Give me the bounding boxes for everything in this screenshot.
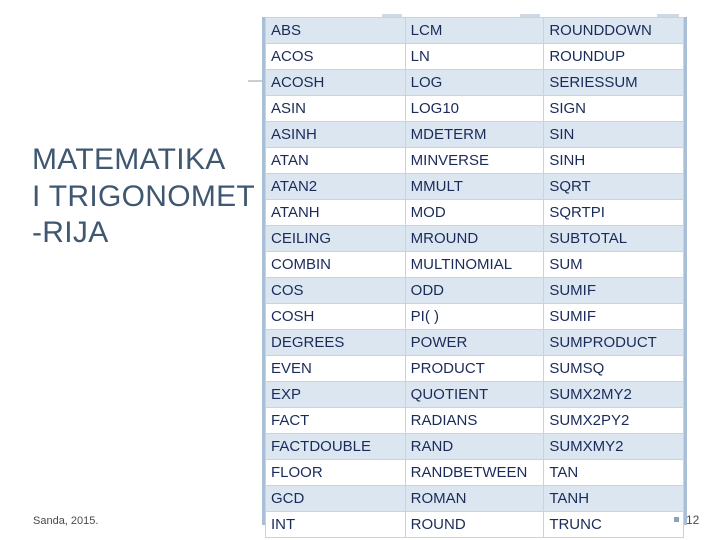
- table-cell: SUMIF: [544, 278, 684, 304]
- table-row: [266, 330, 684, 356]
- table-cell: TANH: [544, 486, 684, 512]
- table-cell: SUMX2PY2: [544, 408, 684, 434]
- table-cell: SINH: [544, 148, 684, 174]
- table-cell: FACT: [266, 408, 406, 434]
- table-cell: QUOTIENT: [405, 382, 544, 408]
- table-row: [266, 278, 684, 304]
- table-cell: SQRT: [544, 174, 684, 200]
- title-line-2: I TRIGONOMET: [32, 179, 256, 213]
- table-cell: PRODUCT: [405, 356, 544, 382]
- table-cell: SUBTOTAL: [544, 226, 684, 252]
- table-cell: EVEN: [266, 356, 406, 382]
- function-table-container: [262, 17, 687, 533]
- table-cell: ROUND: [405, 512, 544, 538]
- table-cell: MOD: [405, 200, 544, 226]
- table-cell: SUMSQ: [544, 356, 684, 382]
- table-cell: ASINH: [266, 122, 406, 148]
- table-cell: EXP: [266, 382, 406, 408]
- table-cell: FLOOR: [266, 460, 406, 486]
- table-cell: ATAN: [266, 148, 406, 174]
- table-cell: TAN: [544, 460, 684, 486]
- title-line-3: -RIJA: [32, 216, 109, 250]
- table-cell: ROUNDDOWN: [544, 18, 684, 44]
- table-cell: SUMX2MY2: [544, 382, 684, 408]
- table-cell: SIN: [544, 122, 684, 148]
- function-table: [265, 17, 684, 538]
- table-cell: ABS: [266, 18, 406, 44]
- table-cell: SUMXMY2: [544, 434, 684, 460]
- table-row: [266, 174, 684, 200]
- slide-title: [32, 142, 272, 252]
- table-row: [266, 70, 684, 96]
- table-row: [266, 148, 684, 174]
- table-cell: LOG10: [405, 96, 544, 122]
- table-cell: COMBIN: [266, 252, 406, 278]
- table-cell: INT: [266, 512, 406, 538]
- table-cell: LN: [405, 44, 544, 70]
- table-cell: RAND: [405, 434, 544, 460]
- table-row: [266, 200, 684, 226]
- title-line-1: MATEMATIKA: [32, 143, 226, 176]
- table-cell: MINVERSE: [405, 148, 544, 174]
- table-cell: ATANH: [266, 200, 406, 226]
- table-row: [266, 96, 684, 122]
- table-row: [266, 408, 684, 434]
- table-cell: ODD: [405, 278, 544, 304]
- table-row: [266, 44, 684, 70]
- table-row: [266, 434, 684, 460]
- footer-author: Sanda, 2015.: [33, 515, 99, 527]
- table-row: [266, 226, 684, 252]
- page-number: 12: [686, 513, 700, 527]
- table-cell: ROUNDUP: [544, 44, 684, 70]
- table-cell: ACOS: [266, 44, 406, 70]
- table-cell: RANDBETWEEN: [405, 460, 544, 486]
- table-cell: MROUND: [405, 226, 544, 252]
- table-cell: COS: [266, 278, 406, 304]
- table-cell: SIGN: [544, 96, 684, 122]
- table-cell: GCD: [266, 486, 406, 512]
- table-cell: COSH: [266, 304, 406, 330]
- table-row: [266, 356, 684, 382]
- table-cell: POWER: [405, 330, 544, 356]
- table-cell: SUM: [544, 252, 684, 278]
- table-row: [266, 122, 684, 148]
- table-cell: DEGREES: [266, 330, 406, 356]
- table-cell: SERIESSUM: [544, 70, 684, 96]
- table-cell: ACOSH: [266, 70, 406, 96]
- table-cell: LOG: [405, 70, 544, 96]
- page-marker-icon: [674, 517, 679, 522]
- table-cell: RADIANS: [405, 408, 544, 434]
- table-cell: PI( ): [405, 304, 544, 330]
- table-cell: MULTINOMIAL: [405, 252, 544, 278]
- table-cell: MMULT: [405, 174, 544, 200]
- table-row: [266, 304, 684, 330]
- table-cell: TRUNC: [544, 512, 684, 538]
- table-row: [266, 512, 684, 538]
- table-cell: SUMIF: [544, 304, 684, 330]
- table-row: [266, 18, 684, 44]
- table-row: [266, 460, 684, 486]
- table-cell: SQRTPI: [544, 200, 684, 226]
- table-cell: ASIN: [266, 96, 406, 122]
- table-cell: ATAN2: [266, 174, 406, 200]
- table-row: [266, 252, 684, 278]
- table-cell: CEILING: [266, 226, 406, 252]
- table-row: [266, 382, 684, 408]
- table-cell: FACTDOUBLE: [266, 434, 406, 460]
- table-cell: LCM: [405, 18, 544, 44]
- function-table-body: [266, 18, 684, 538]
- table-cell: MDETERM: [405, 122, 544, 148]
- table-cell: ROMAN: [405, 486, 544, 512]
- table-cell: SUMPRODUCT: [544, 330, 684, 356]
- table-row: [266, 486, 684, 512]
